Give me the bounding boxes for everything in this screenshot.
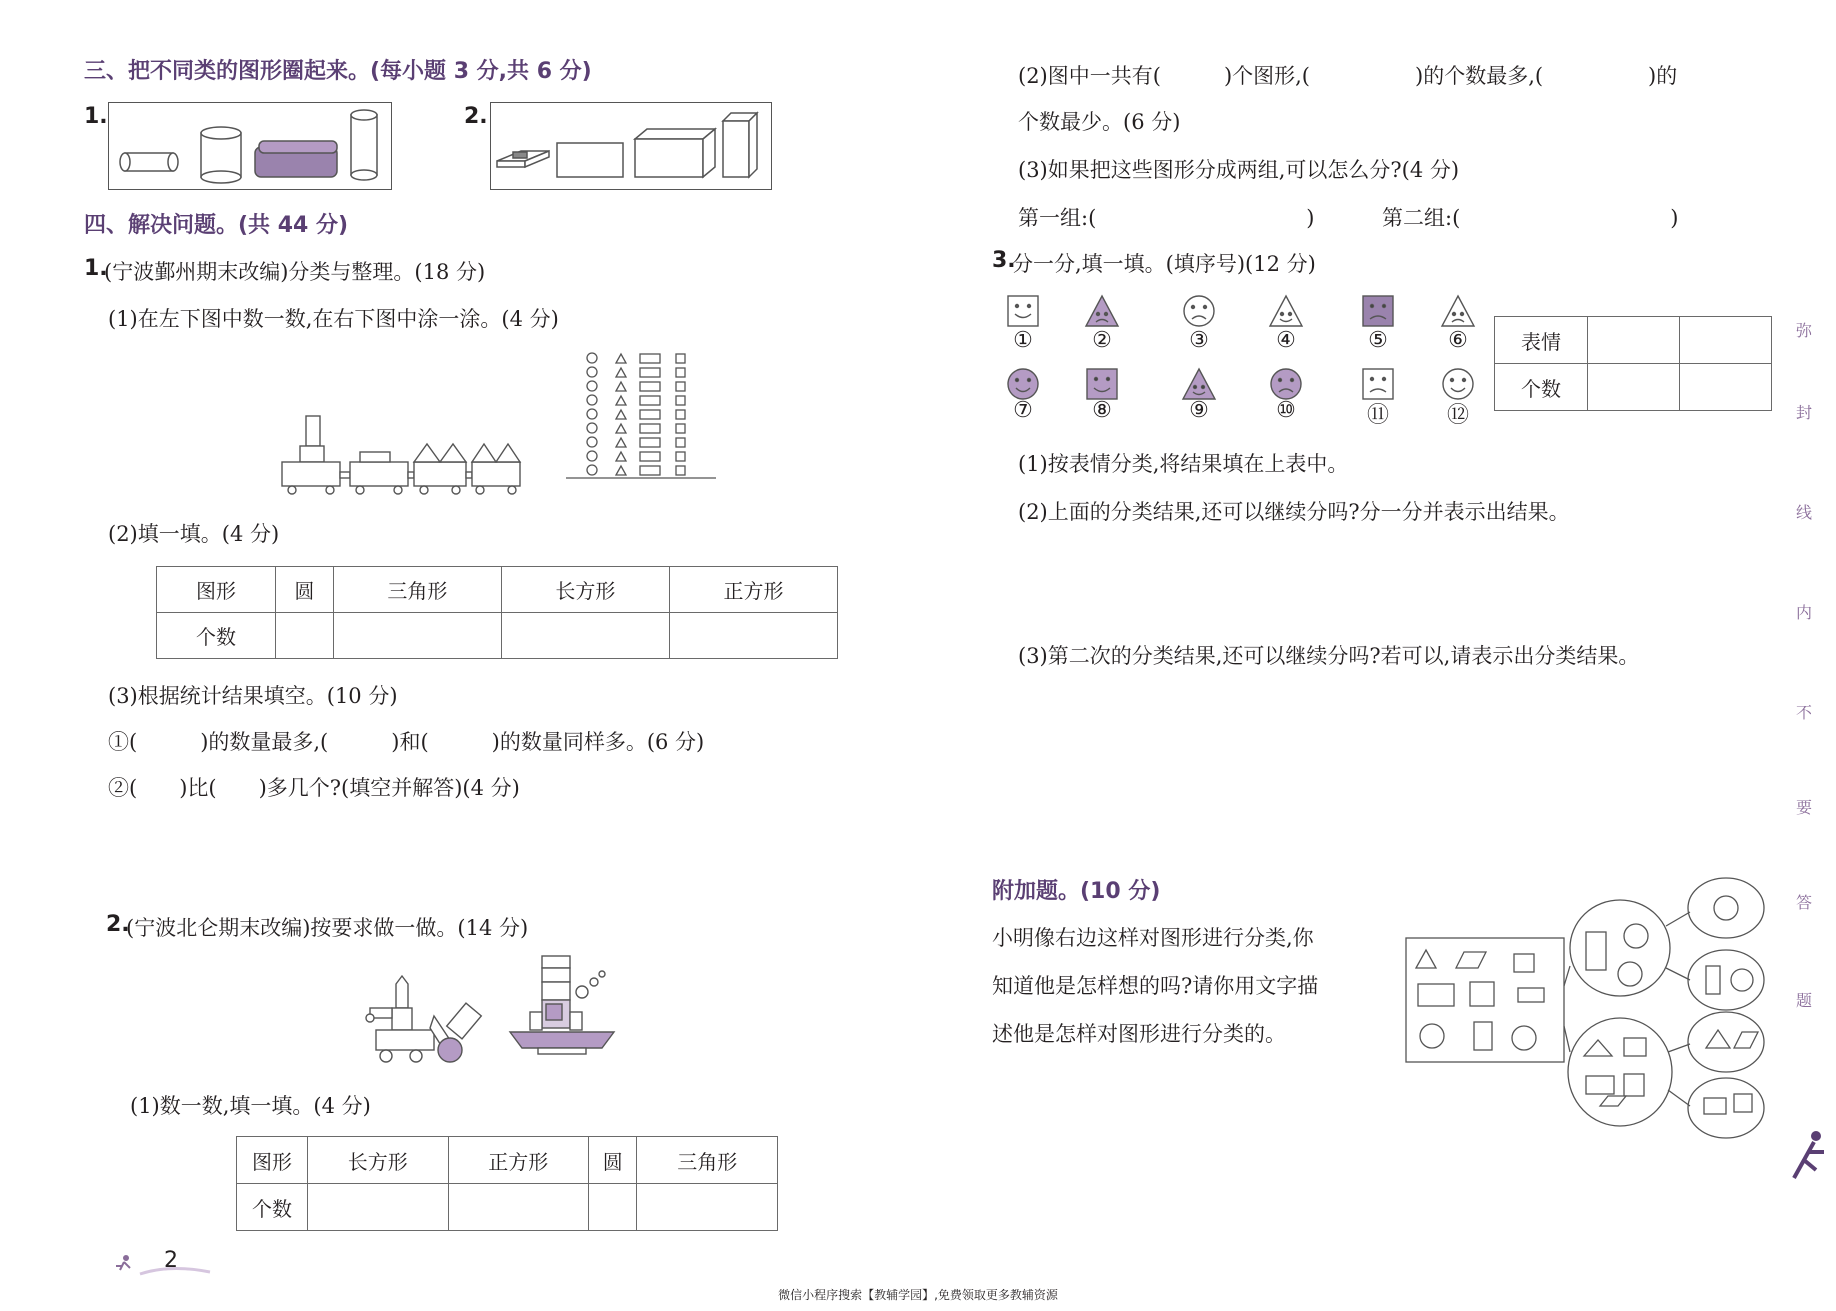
bonus-title: 附加题。(10 分) — [992, 879, 1161, 904]
table2-row-label: 个数 — [237, 1184, 308, 1231]
q1-part2-text: (2)填一填。(4 分) — [108, 522, 280, 546]
sec3-q1-number: 1. — [84, 104, 108, 129]
side-text-char: 题 — [1796, 991, 1813, 1010]
group-2-text: 第二组:( ) — [1382, 206, 1679, 230]
emoji-label: ④ — [1276, 328, 1296, 353]
circle-filled-sad-face-icon — [1271, 369, 1301, 399]
circle-sad-face-icon — [1184, 296, 1214, 326]
table3-input-cell[interactable] — [1680, 317, 1772, 364]
sec3-q2-number: 2. — [464, 104, 488, 129]
triangle-filled-face-icon — [1086, 296, 1118, 326]
q1-part3-b-text: ②( )比( )多几个?(填空并解答)(4 分) — [108, 776, 520, 800]
square-sad-face-icon — [1363, 369, 1393, 399]
table2-input-cell[interactable] — [637, 1184, 778, 1231]
book-icon — [497, 151, 549, 167]
table1-header-shape: 图形 — [157, 567, 276, 613]
emoji-label: ⑩ — [1276, 398, 1296, 423]
triangle-filled-smile-face-icon — [1183, 369, 1215, 399]
square-filled-sad-face-icon — [1363, 296, 1393, 326]
table2-header-square: 正方形 — [448, 1137, 589, 1184]
box-cuboid-icon — [635, 129, 715, 177]
emoji-label: ⑦ — [1013, 398, 1033, 423]
table1-row-label: 个数 — [157, 613, 276, 659]
bonus-line-1: 小明像右边这样对图形进行分类,你 — [992, 926, 1314, 950]
table1-input-cell[interactable] — [501, 613, 669, 659]
rectangle-icon — [557, 143, 623, 177]
q3-number: 3. — [992, 248, 1016, 273]
emoji-label: ⑧ — [1092, 398, 1112, 423]
table2-header-triangle: 三角形 — [637, 1137, 778, 1184]
sec3-q1-shape-box[interactable] — [108, 102, 392, 190]
bonus-line-2: 知道他是怎样想的吗?请你用文字描 — [992, 974, 1319, 998]
triangle-sad-face-icon — [1442, 296, 1474, 326]
group-1-text: 第一组:( ) — [1018, 206, 1315, 230]
q3-part3-text: (3)第二次的分类结果,还可以继续分吗?若可以,请表示出分类结果。 — [1018, 644, 1640, 668]
table2-input-cell[interactable] — [589, 1184, 637, 1231]
q2-text: (宁波北仑期末改编)按要求做一做。(14 分) — [126, 916, 529, 940]
table2-header-shape: 图形 — [237, 1137, 308, 1184]
table3-input-cell[interactable] — [1588, 317, 1680, 364]
side-text-char: 不 — [1796, 703, 1813, 722]
emoji-label: ⑫ — [1446, 403, 1469, 428]
square-smile-face-icon — [1008, 296, 1038, 326]
circle-filled-smile-face-icon — [1008, 369, 1038, 399]
q3-part2-text: (2)上面的分类结果,还可以继续分吗?分一分并表示出结果。 — [1018, 500, 1570, 524]
emoji-label: ① — [1013, 328, 1033, 353]
emoji-label: ② — [1092, 328, 1112, 353]
shape-count-table-2 — [236, 1136, 778, 1231]
cuboid-icon — [255, 141, 337, 177]
table3-input-cell[interactable] — [1588, 364, 1680, 411]
emoji-label: ⑪ — [1366, 403, 1389, 428]
tall-box-icon — [723, 113, 757, 177]
side-text-char: 封 — [1796, 403, 1813, 422]
cylinder-icon — [201, 127, 241, 183]
side-text-char: 答 — [1796, 893, 1813, 912]
runner-corner-icon — [1790, 1126, 1830, 1186]
cylinder-lying-icon — [120, 153, 178, 171]
table1-header-rectangle: 长方形 — [501, 567, 669, 613]
q1-part3-a-text: ①( )的数量最多,( )和( )的数量同样多。(6 分) — [108, 730, 705, 754]
table1-header-triangle: 三角形 — [333, 567, 501, 613]
page-number: 2 — [164, 1248, 178, 1273]
q1-part1-text: (1)在左下图中数一数,在右下图中涂一涂。(4 分) — [108, 307, 559, 331]
side-text-char: 弥 — [1796, 321, 1813, 340]
tally-chart-figure — [566, 350, 716, 500]
sec3-q1-shapes — [109, 103, 391, 189]
q3-part1-text: (1)按表情分类,将结果填在上表中。 — [1018, 452, 1349, 476]
table2-input-cell[interactable] — [448, 1184, 589, 1231]
emoji-label: ⑨ — [1189, 398, 1209, 423]
emoji-label: ⑤ — [1368, 328, 1388, 353]
table2-input-cell[interactable] — [308, 1184, 449, 1231]
table2-header-rectangle: 长方形 — [308, 1137, 449, 1184]
bonus-line-3: 述他是怎样对图形进行分类的。 — [992, 1022, 1286, 1046]
q3-text: 分一分,填一填。(填序号)(12 分) — [1012, 252, 1316, 276]
footer-promo-text: 微信小程序搜索【教辅学园】,免费领取更多教辅资源 — [778, 1288, 1058, 1302]
table1-header-circle: 圆 — [276, 567, 334, 613]
robot-ship-figure — [366, 946, 636, 1066]
q2-number: 2. — [106, 912, 130, 937]
sec3-q2-shape-box[interactable] — [490, 102, 772, 190]
q1-text: (宁波鄞州期末改编)分类与整理。(18 分) — [104, 260, 486, 284]
emoji-label: ⑥ — [1448, 328, 1468, 353]
table3-row1-label: 表情 — [1495, 317, 1588, 364]
emoji-label: ③ — [1189, 328, 1209, 353]
side-text-char: 线 — [1796, 503, 1813, 522]
q2-part3-text: (3)如果把这些图形分成两组,可以怎么分?(4 分) — [1018, 158, 1460, 182]
sec3-q2-shapes — [491, 103, 771, 189]
runner-decoration-icon — [100, 1252, 210, 1276]
table3-row2-label: 个数 — [1495, 364, 1588, 411]
shape-count-table-1 — [156, 566, 838, 659]
circle-smile-face-icon — [1443, 369, 1473, 399]
tall-cylinder-icon — [351, 110, 377, 180]
square-filled-smile-face-icon — [1087, 369, 1117, 399]
triangle-smile-face-icon — [1270, 296, 1302, 326]
table1-input-cell[interactable] — [276, 613, 334, 659]
table2-header-circle: 圆 — [589, 1137, 637, 1184]
table3-input-cell[interactable] — [1680, 364, 1772, 411]
classification-diagram — [1404, 876, 1774, 1138]
side-text-char: 内 — [1796, 603, 1813, 622]
emoji-count-table — [1494, 316, 1772, 411]
section-4-title: 四、解决问题。(共 44 分) — [84, 213, 349, 238]
q1-number: 1. — [84, 256, 108, 281]
table1-header-square: 正方形 — [669, 567, 837, 613]
q1-part3-text: (3)根据统计结果填空。(10 分) — [108, 684, 398, 708]
section-3-title: 三、把不同类的图形圈起来。(每小题 3 分,共 6 分) — [84, 59, 592, 84]
side-text-char: 要 — [1796, 798, 1813, 817]
q2-part2-line1: (2)图中一共有( )个图形,( )的个数最多,( )的 — [1018, 64, 1678, 88]
train-shapes-figure — [280, 408, 520, 498]
table1-input-cell[interactable] — [333, 613, 501, 659]
q2-part2-line2: 个数最少。(6 分) — [1018, 110, 1181, 134]
table1-input-cell[interactable] — [669, 613, 837, 659]
q2-part1-text: (1)数一数,填一填。(4 分) — [130, 1094, 371, 1118]
